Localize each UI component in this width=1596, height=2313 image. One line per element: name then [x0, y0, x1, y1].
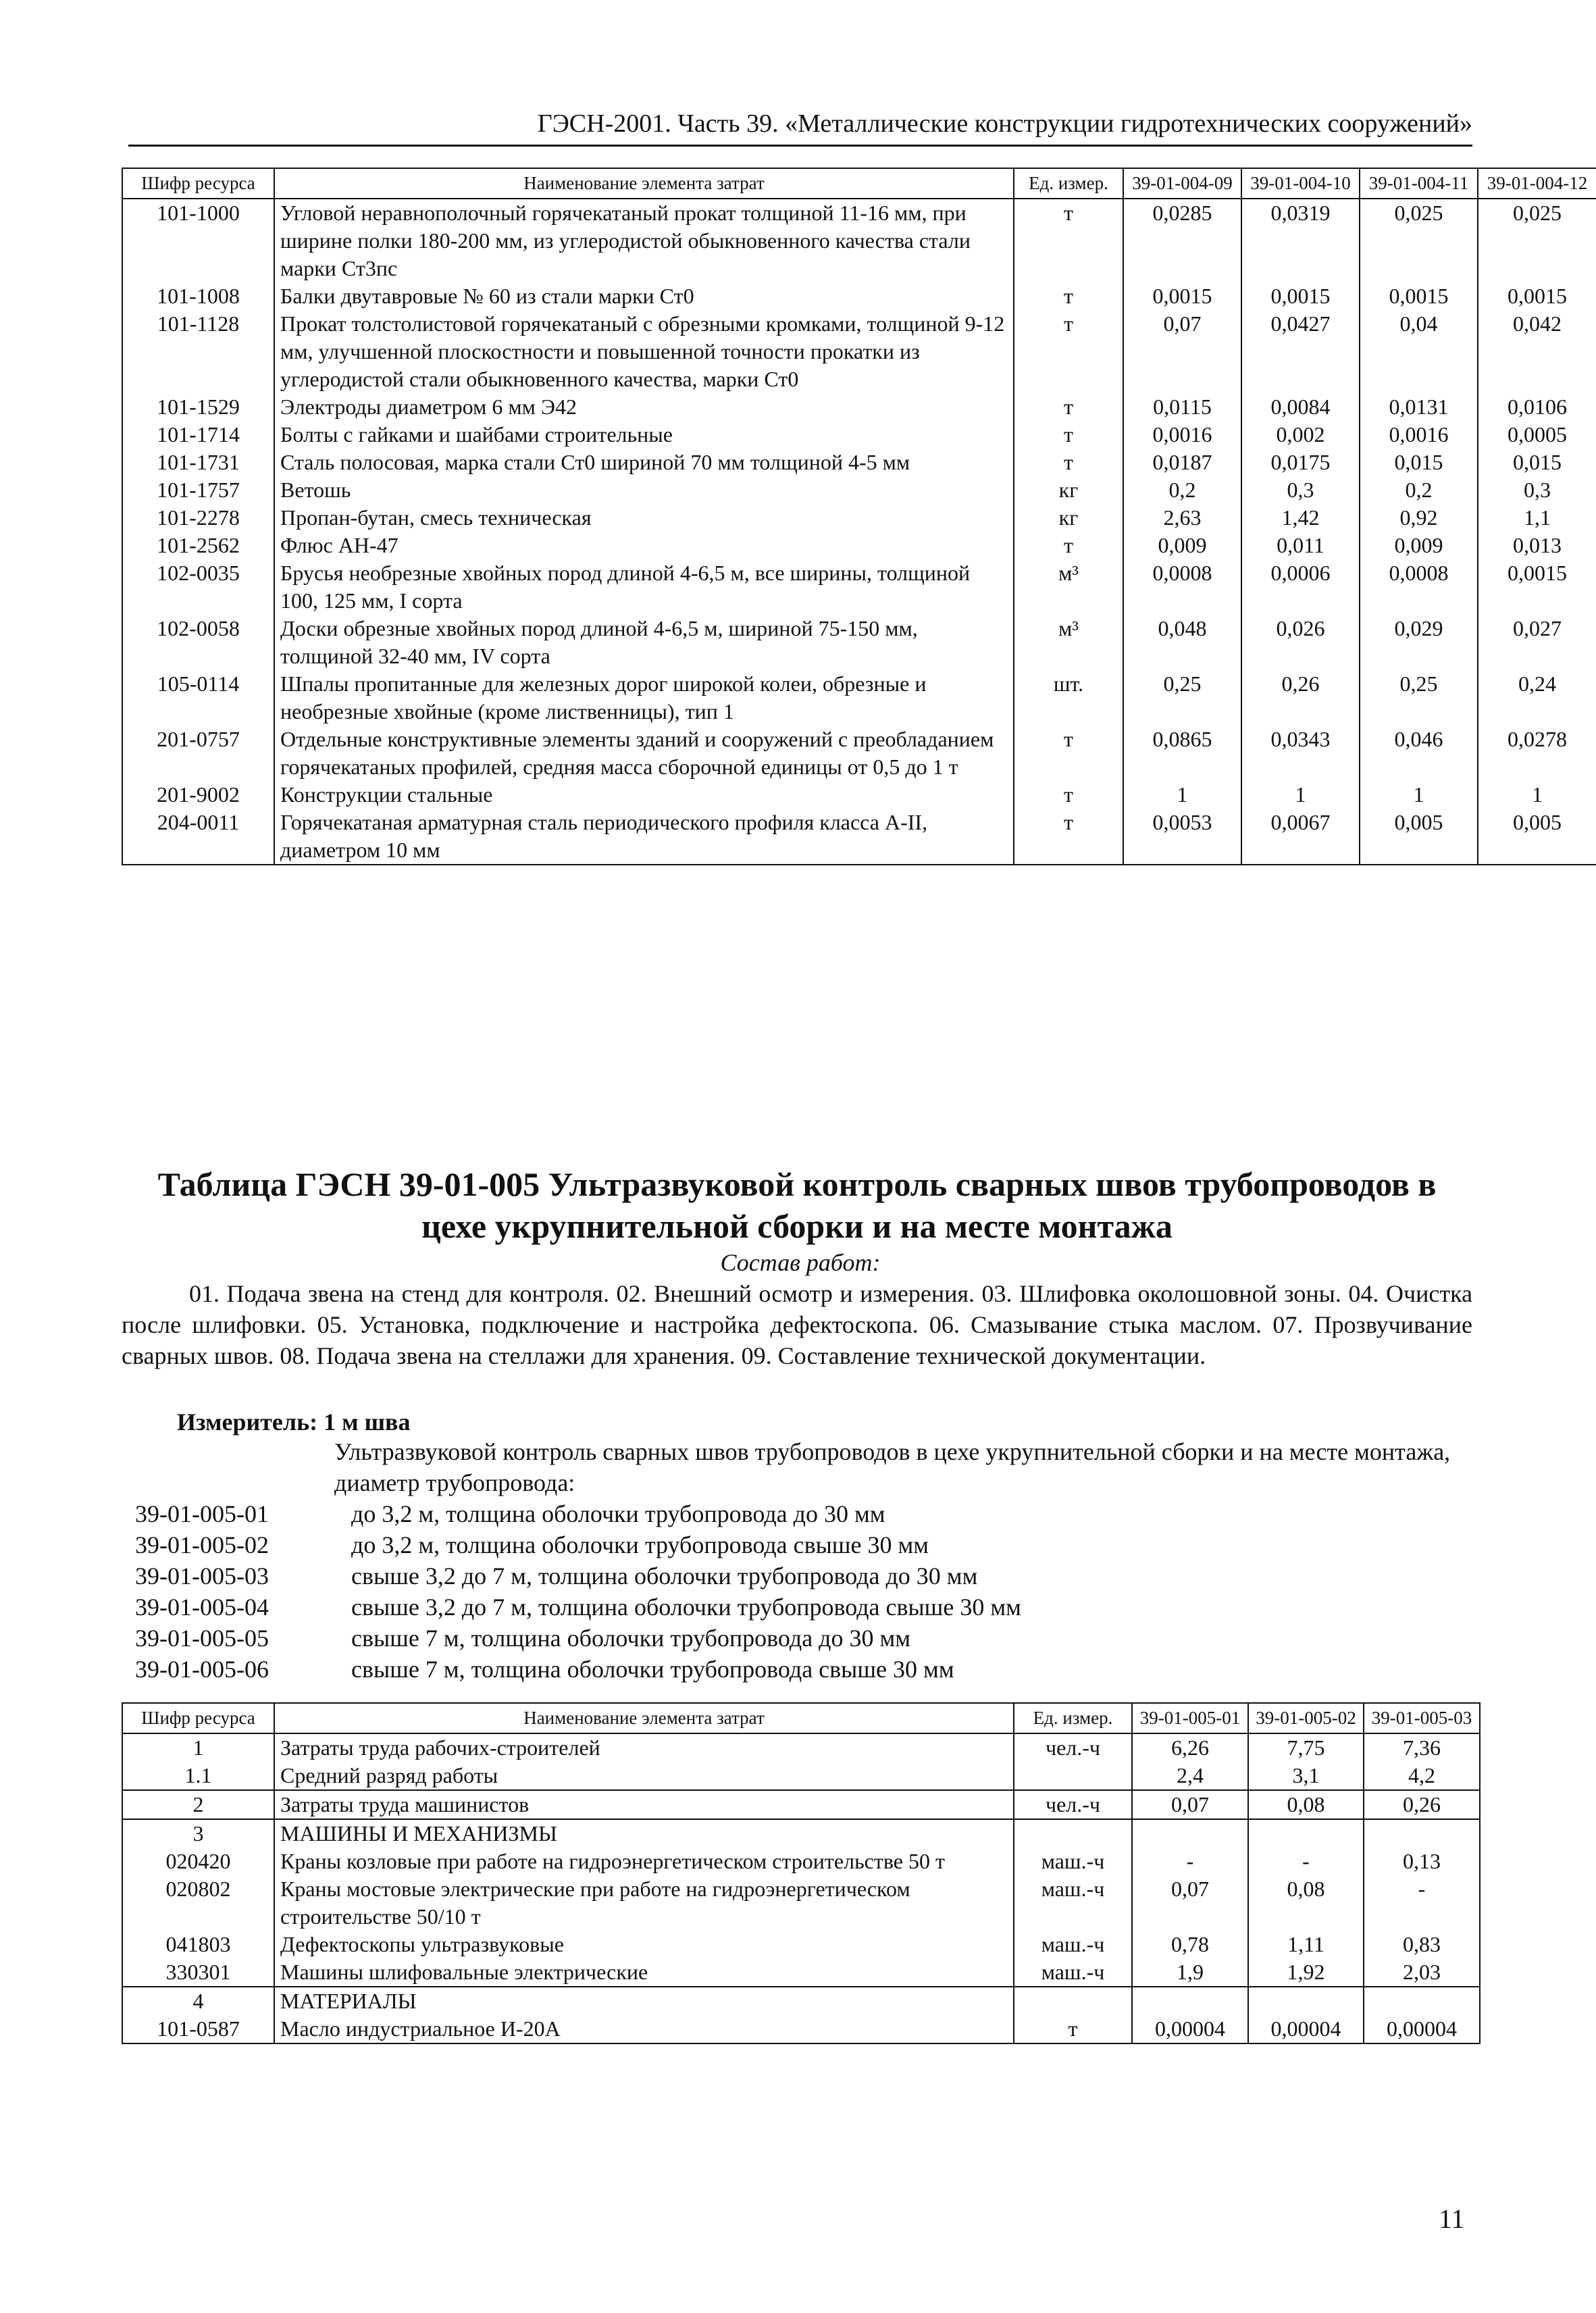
- cell-unit: т: [1014, 282, 1123, 310]
- cell-value: 0,0005: [1478, 421, 1596, 449]
- cell-value: 6,26: [1132, 1733, 1248, 1762]
- cell-name: Краны козловые при работе на гидроэнергетическом строительстве 50 т: [274, 1848, 1014, 1875]
- cell-value: 3,1: [1248, 1762, 1364, 1790]
- table-header-row: [122, 1703, 1480, 1733]
- cell-value: 0,013: [1478, 532, 1596, 559]
- table-row: [122, 559, 1596, 615]
- variant-text: свыше 7 м, толщина оболочки трубопровода свыше 30 мм: [351, 1656, 954, 1683]
- header-col: 39-01-004-12: [1478, 168, 1596, 199]
- cell-name: Балки двутавровые № 60 из стали марки Ст0: [274, 282, 1014, 310]
- cell-unit: чел.-ч: [1014, 1790, 1132, 1819]
- variants-list: [135, 1498, 1021, 1685]
- page-header: ГЭСН-2001. Часть 39. «Металлические конструкции гидротехнических сооружений»: [128, 107, 1472, 147]
- cell-unit: т: [1014, 393, 1123, 421]
- cell-value: 0,0106: [1478, 393, 1596, 421]
- variant-item: [135, 1560, 1021, 1592]
- cell-value: 0,0131: [1360, 393, 1478, 421]
- variant-code: 39-01-005-04: [135, 1594, 269, 1621]
- variant-code: 39-01-005-06: [135, 1656, 269, 1683]
- cell-value: 7,75: [1248, 1733, 1364, 1762]
- cell-value: 0,002: [1241, 421, 1360, 449]
- cell-value: 1,92: [1248, 1958, 1364, 1987]
- cell-value: 0,0278: [1478, 726, 1596, 781]
- table-row: [122, 2015, 1480, 2043]
- table-row: [122, 726, 1596, 781]
- cell-value: 0,0015: [1478, 282, 1596, 310]
- cell-unit: маш.-ч: [1014, 1931, 1132, 1958]
- table-row: [122, 615, 1596, 670]
- cell-value: 0,0187: [1123, 449, 1241, 476]
- cell-value: 0,0015: [1360, 282, 1478, 310]
- table-row: [122, 449, 1596, 476]
- header-unit: Ед. измер.: [1014, 168, 1123, 199]
- cell-value: 1,42: [1241, 504, 1360, 532]
- cell-value: 0,005: [1360, 809, 1478, 865]
- composition-text: 01. Подача звена на стенд для контроля. 02. Внешний осмотр и измерения. 03. Шлифовка околошовной зоны. 04. Очистка после шлифовки. 05. Установка, подключение и настройка дефектоскопа. 06. Смазывание стыка маслом. 07. Прозвучивание сварных швов. 08. Подача звена на стеллажи для хранения. 09. Составление технической документации.: [122, 1280, 1472, 1369]
- variant-item: [135, 1592, 1021, 1623]
- cell-code: 105-0114: [122, 670, 274, 726]
- cell-value: 0,027: [1478, 615, 1596, 670]
- cell-name: Дефектоскопы ультразвуковые: [274, 1931, 1014, 1958]
- cell-value: 0,0015: [1478, 559, 1596, 615]
- cell-value: [1364, 1819, 1480, 1848]
- variant-text: до 3,2 м, толщина оболочки трубопровода свыше 30 мм: [351, 1531, 929, 1558]
- cell-value: 0,0319: [1241, 199, 1360, 282]
- cell-value: 0,029: [1360, 615, 1478, 670]
- header-code: Шифр ресурса: [122, 168, 274, 199]
- cell-value: 7,36: [1364, 1733, 1480, 1762]
- cell-unit: [1014, 1819, 1132, 1848]
- cell-unit: маш.-ч: [1014, 1875, 1132, 1931]
- table-row: [122, 1958, 1480, 1987]
- cell-name: Средний разряд работы: [274, 1762, 1014, 1790]
- cell-value: 0,25: [1360, 670, 1478, 726]
- cell-value: 0,08: [1248, 1875, 1364, 1931]
- cell-value: 0,009: [1123, 532, 1241, 559]
- cell-value: 2,03: [1364, 1958, 1480, 1987]
- cell-value: 0,07: [1132, 1875, 1248, 1931]
- cell-value: 0,009: [1360, 532, 1478, 559]
- table-row: [122, 1790, 1480, 1819]
- cell-value: 0,011: [1241, 532, 1360, 559]
- cell-name: Пропан-бутан, смесь техническая: [274, 504, 1014, 532]
- cell-value: 1: [1360, 781, 1478, 809]
- cell-name: Сталь полосовая, марка стали Ст0 шириной 70 мм толщиной 4-5 мм: [274, 449, 1014, 476]
- cell-value: [1132, 1987, 1248, 2015]
- cell-value: 0,0343: [1241, 726, 1360, 781]
- table-row: [122, 393, 1596, 421]
- table-row: [122, 1848, 1480, 1875]
- header-col: 39-01-005-03: [1364, 1703, 1480, 1733]
- header-col: 39-01-005-02: [1248, 1703, 1364, 1733]
- table-row: [122, 670, 1596, 726]
- cell-value: 0,0015: [1123, 282, 1241, 310]
- cell-value: 1,1: [1478, 504, 1596, 532]
- header-unit: Ед. измер.: [1014, 1703, 1132, 1733]
- cell-code: 102-0058: [122, 615, 274, 670]
- table-row: [122, 1875, 1480, 1931]
- cell-name: МАТЕРИАЛЫ: [274, 1987, 1014, 2015]
- cell-value: 0,005: [1478, 809, 1596, 865]
- cell-code: 101-1757: [122, 476, 274, 504]
- variant-text: свыше 7 м, толщина оболочки трубопровода до 30 мм: [351, 1625, 911, 1652]
- cell-code: 1: [122, 1733, 274, 1762]
- cell-value: 0,00004: [1248, 2015, 1364, 2043]
- cell-value: 0,04: [1360, 310, 1478, 393]
- table-row: [122, 1733, 1480, 1762]
- cell-value: 0,0084: [1241, 393, 1360, 421]
- table-row: [122, 421, 1596, 449]
- cell-name: Угловой неравнополочный горячекатаный прокат толщиной 11-16 мм, при ширине полки 180-200 мм, из углеродистой обыкновенного качества стали марки Ст3пс: [274, 199, 1014, 282]
- cell-name: Брусья необрезные хвойных пород длиной 4-6,5 м, все ширины, толщиной 100, 125 мм, I сорта: [274, 559, 1014, 615]
- cell-value: 0,0115: [1123, 393, 1241, 421]
- cell-unit: кг: [1014, 476, 1123, 504]
- variant-code: 39-01-005-01: [135, 1500, 269, 1527]
- table-header-row: [122, 168, 1596, 199]
- cell-unit: т: [1014, 726, 1123, 781]
- cell-value: 0,015: [1360, 449, 1478, 476]
- cell-value: 0,92: [1360, 504, 1478, 532]
- cell-code: 204-0011: [122, 809, 274, 865]
- cell-unit: шт.: [1014, 670, 1123, 726]
- cell-unit: чел.-ч: [1014, 1733, 1132, 1762]
- table-title: Таблица ГЭСН 39-01-005 Ультразвуковой контроль сварных швов трубопроводов в цехе укрупнительной сборки и на месте монтажа: [157, 1165, 1437, 1245]
- cell-code: 2: [122, 1790, 274, 1819]
- cell-name: Отдельные конструктивные элементы зданий и сооружений с преобладанием горячекатаных профилей, средняя масса сборочной единицы от 0,5 до 1 т: [274, 726, 1014, 781]
- cell-code: 101-2562: [122, 532, 274, 559]
- table-row: [122, 809, 1596, 865]
- cell-value: 0,0285: [1123, 199, 1241, 282]
- cell-unit: т: [1014, 2015, 1132, 2043]
- cell-value: 0,046: [1360, 726, 1478, 781]
- table-row: [122, 282, 1596, 310]
- resources-table-005: [122, 1702, 1481, 2044]
- cell-value: 0,00004: [1132, 2015, 1248, 2043]
- variants-intro: Ультразвуковой контроль сварных швов трубопроводов в цехе укрупнительной сборки и на месте монтажа, диаметр трубопровода:: [334, 1438, 1451, 1496]
- cell-value: 0,26: [1241, 670, 1360, 726]
- cell-value: 0,048: [1123, 615, 1241, 670]
- cell-value: 0,2: [1360, 476, 1478, 504]
- cell-unit: [1014, 1762, 1132, 1790]
- cell-unit: т: [1014, 809, 1123, 865]
- variant-text: свыше 3,2 до 7 м, толщина оболочки трубопровода свыше 30 мм: [351, 1594, 1021, 1621]
- cell-value: 0,78: [1132, 1931, 1248, 1958]
- cell-value: 0,0008: [1123, 559, 1241, 615]
- cell-name: Машины шлифовальные электрические: [274, 1958, 1014, 1987]
- cell-unit: т: [1014, 310, 1123, 393]
- cell-value: 0,0175: [1241, 449, 1360, 476]
- variant-text: свыше 3,2 до 7 м, толщина оболочки трубопровода до 30 мм: [351, 1562, 978, 1590]
- variant-item: [135, 1623, 1021, 1654]
- cell-name: Ветошь: [274, 476, 1014, 504]
- table-row: [122, 1762, 1480, 1790]
- cell-value: 1: [1123, 781, 1241, 809]
- cell-value: 0,0427: [1241, 310, 1360, 393]
- cell-code: 102-0035: [122, 559, 274, 615]
- cell-name: Доски обрезные хвойных пород длиной 4-6,5 м, шириной 75-150 мм, толщиной 32-40 мм, IV сорта: [274, 615, 1014, 670]
- header-code: Шифр ресурса: [122, 1703, 274, 1733]
- table-row: [122, 532, 1596, 559]
- cell-unit: м³: [1014, 559, 1123, 615]
- cell-value: 0,0016: [1123, 421, 1241, 449]
- cell-unit: т: [1014, 781, 1123, 809]
- cell-value: 0,00004: [1364, 2015, 1480, 2043]
- cell-code: 330301: [122, 1958, 274, 1987]
- composition-title: Состав работ:: [720, 1249, 881, 1276]
- cell-name: Конструкции стальные: [274, 781, 1014, 809]
- cell-value: 0,0008: [1360, 559, 1478, 615]
- cell-value: 2,63: [1123, 504, 1241, 532]
- header-col: 39-01-005-01: [1132, 1703, 1248, 1733]
- cell-name: МАШИНЫ И МЕХАНИЗМЫ: [274, 1819, 1014, 1848]
- cell-unit: т: [1014, 421, 1123, 449]
- cell-value: 0,25: [1123, 670, 1241, 726]
- cell-unit: м³: [1014, 615, 1123, 670]
- cell-name: Затраты труда машинистов: [274, 1790, 1014, 1819]
- cell-value: 1: [1241, 781, 1360, 809]
- cell-code: 3: [122, 1819, 274, 1848]
- cell-code: 101-1714: [122, 421, 274, 449]
- cell-value: [1248, 1819, 1364, 1848]
- cell-code: 020420: [122, 1848, 274, 1875]
- table-row: [122, 199, 1596, 282]
- resources-table-004: [122, 168, 1596, 865]
- cell-value: 0,026: [1241, 615, 1360, 670]
- cell-value: 0,0016: [1360, 421, 1478, 449]
- cell-value: 1,11: [1248, 1931, 1364, 1958]
- cell-value: 0,24: [1478, 670, 1596, 726]
- cell-name: Краны мостовые электрические при работе на гидроэнергетическом строительстве 50/10 т: [274, 1875, 1014, 1931]
- cell-value: 0,025: [1478, 199, 1596, 282]
- cell-name: Масло индустриальное И-20А: [274, 2015, 1014, 2043]
- cell-name: Флюс АН-47: [274, 532, 1014, 559]
- cell-value: 0,3: [1478, 476, 1596, 504]
- page-number: 11: [1439, 2204, 1465, 2234]
- cell-value: -: [1248, 1848, 1364, 1875]
- cell-code: 201-0757: [122, 726, 274, 781]
- cell-value: 0,0053: [1123, 809, 1241, 865]
- variant-item: [135, 1654, 1021, 1685]
- cell-value: -: [1364, 1875, 1480, 1931]
- cell-value: 0,0865: [1123, 726, 1241, 781]
- cell-code: 101-1529: [122, 393, 274, 421]
- cell-name: Затраты труда рабочих-строителей: [274, 1733, 1014, 1762]
- cell-code: 201-9002: [122, 781, 274, 809]
- cell-unit: маш.-ч: [1014, 1958, 1132, 1987]
- cell-value: [1364, 1987, 1480, 2015]
- cell-value: [1248, 1987, 1364, 2015]
- variant-text: до 3,2 м, толщина оболочки трубопровода до 30 мм: [351, 1500, 885, 1527]
- cell-value: 2,4: [1132, 1762, 1248, 1790]
- cell-name: Прокат толстолистовой горячекатаный с обрезными кромками, толщиной 9-12 мм, улучшенной плоскостности и повышенной точности прокатки из углеродистой стали обыкновенного качества, марки Ст0: [274, 310, 1014, 393]
- header-col: 39-01-004-09: [1123, 168, 1241, 199]
- cell-code: 101-1008: [122, 282, 274, 310]
- table-row: [122, 504, 1596, 532]
- cell-value: 0,07: [1132, 1790, 1248, 1819]
- cell-name: Горячекатаная арматурная сталь периодического профиля класса А-II, диаметром 10 мм: [274, 809, 1014, 865]
- table-row: [122, 310, 1596, 393]
- cell-value: 0,042: [1478, 310, 1596, 393]
- header-name: Наименование элемента затрат: [274, 1703, 1014, 1733]
- cell-code: 101-0587: [122, 2015, 274, 2043]
- variant-code: 39-01-005-05: [135, 1625, 269, 1652]
- variant-item: [135, 1498, 1021, 1529]
- cell-unit: маш.-ч: [1014, 1848, 1132, 1875]
- measure-unit: Измеритель: 1 м шва: [177, 1408, 411, 1435]
- cell-value: 0,0006: [1241, 559, 1360, 615]
- variant-code: 39-01-005-02: [135, 1531, 269, 1558]
- cell-value: 1,9: [1132, 1958, 1248, 1987]
- cell-unit: т: [1014, 449, 1123, 476]
- cell-name: Болты с гайками и шайбами строительные: [274, 421, 1014, 449]
- cell-code: 101-1000: [122, 199, 274, 282]
- table-row: [122, 1819, 1480, 1848]
- cell-value: 0,3: [1241, 476, 1360, 504]
- cell-value: 0,26: [1364, 1790, 1480, 1819]
- table-row: [122, 476, 1596, 504]
- table-row: [122, 781, 1596, 809]
- cell-code: 1.1: [122, 1762, 274, 1790]
- cell-name: Шпалы пропитанные для железных дорог широкой колеи, обрезные и необрезные хвойные (кроме лиственницы), тип 1: [274, 670, 1014, 726]
- header-col: 39-01-004-11: [1360, 168, 1478, 199]
- cell-unit: кг: [1014, 504, 1123, 532]
- table-row: [122, 1931, 1480, 1958]
- cell-value: 0,025: [1360, 199, 1478, 282]
- cell-value: -: [1132, 1848, 1248, 1875]
- cell-value: 0,0067: [1241, 809, 1360, 865]
- cell-code: 020802: [122, 1875, 274, 1931]
- cell-value: 0,015: [1478, 449, 1596, 476]
- cell-value: 0,13: [1364, 1848, 1480, 1875]
- cell-code: 101-2278: [122, 504, 274, 532]
- cell-name: Электроды диаметром 6 мм Э42: [274, 393, 1014, 421]
- cell-code: 101-1128: [122, 310, 274, 393]
- cell-value: [1132, 1819, 1248, 1848]
- cell-unit: т: [1014, 199, 1123, 282]
- header-name: Наименование элемента затрат: [274, 168, 1014, 199]
- variant-code: 39-01-005-03: [135, 1562, 269, 1590]
- cell-code: 4: [122, 1987, 274, 2015]
- cell-value: 4,2: [1364, 1762, 1480, 1790]
- cell-value: 0,2: [1123, 476, 1241, 504]
- variant-item: [135, 1529, 1021, 1560]
- table-row: [122, 1987, 1480, 2015]
- cell-value: 0,08: [1248, 1790, 1364, 1819]
- cell-unit: т: [1014, 532, 1123, 559]
- header-col: 39-01-004-10: [1241, 168, 1360, 199]
- cell-value: 1: [1478, 781, 1596, 809]
- cell-code: 101-1731: [122, 449, 274, 476]
- cell-unit: [1014, 1987, 1132, 2015]
- cell-value: 0,07: [1123, 310, 1241, 393]
- cell-value: 0,0015: [1241, 282, 1360, 310]
- cell-value: 0,83: [1364, 1931, 1480, 1958]
- cell-code: 041803: [122, 1931, 274, 1958]
